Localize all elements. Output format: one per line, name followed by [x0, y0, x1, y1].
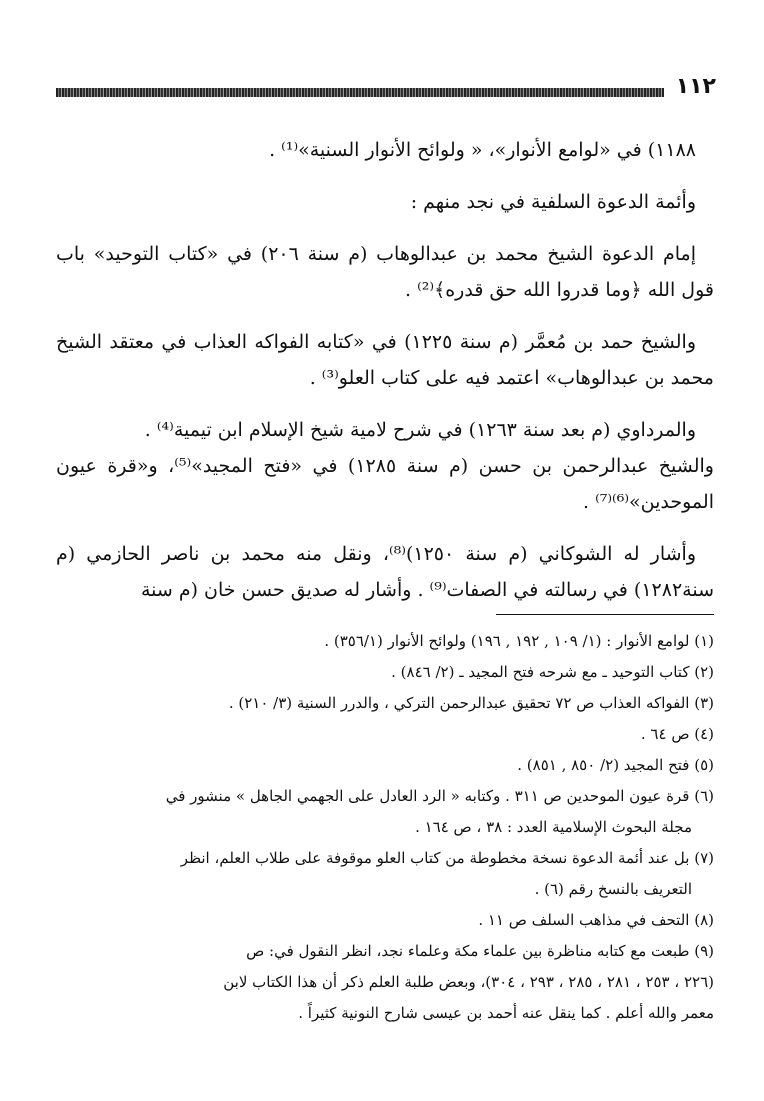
paragraph-2: وأئمة الدعوة السلفية في نجد منهم :	[410, 191, 696, 213]
page-number: ١١٢	[675, 74, 716, 99]
header-rule	[56, 88, 664, 97]
footnote-3: (٣) الفواكه العذاب ص ٧٢ تحقيق عبدالرحمن التركي ، والدرر السنية (٣/ ٢١٠) .	[228, 694, 714, 712]
paragraph-3: إمام الدعوة الشيخ محمد بن عبدالوهاب (م سنة ٢٠٦) في «كتاب التوحيد» باب قول الله ﴿وما قدروا الله حق قدره﴾⁽²⁾ .	[56, 243, 714, 301]
footnote-separator	[496, 614, 714, 615]
footnote-6: (٦) قرة عيون الموحدين ص ٣١١ . وكتابه « الرد العادل على الجهمي الجاهل » منشور في	[165, 787, 714, 805]
footnote-2: (٢) كتاب التوحيد ـ مع شرحه فتح المجيد ـ (٢/ ٨٤٦) .	[391, 663, 714, 681]
footnote-4: (٤) ص ٦٤ .	[640, 725, 714, 743]
footnote-9-continued-2: معمر والله أعلم . كما ينقل عنه أحمد بن عيسى شارح النونية كثيراً .	[298, 1004, 714, 1022]
main-text	[56, 132, 714, 624]
paragraph-6: والشيخ عبدالرحمن بن حسن (م سنة ١٢٨٥) في «فتح المجيد»⁽⁵⁾، و«قرة عيون الموحدين»⁽⁶⁾⁽⁷⁾ .	[56, 455, 714, 513]
footnote-9: (٩) طبعت مع كتابه مناظرة بين علماء مكة وعلماء نجد، انظر النقول في: ص	[246, 942, 714, 960]
footnotes	[56, 626, 714, 1029]
paragraph-7: وأشار له الشوكاني (م سنة ١٢٥٠)⁽⁸⁾، ونقل منه محمد بن ناصر الحازمي (م سنة١٢٨٢) في رسالته في الصفات⁽⁹⁾ . وأشار له صديق حسن خان (م سنة	[56, 543, 714, 601]
paragraph-4: والشيخ حمد بن مُعمَّر (م سنة ١٢٢٥) في «كتابه الفواكه العذاب في معتقد الشيخ محمد بن عبدالوهاب» اعتمد فيه على كتاب العلو⁽³⁾ .	[56, 331, 714, 389]
footnote-9-continued: (٢٢٦ ، ٢٥٣ ، ٢٨١ ، ٢٨٥ ، ٢٩٣ ، ٣٠٤)، وبعض طلبة العلم ذكر أن هذا الكتاب لابن	[223, 973, 714, 991]
footnote-7: (٧) بل عند أئمة الدعوة نسخة مخطوطة من كتاب العلو موقوفة على طلاب العلم، انظر	[180, 849, 714, 867]
footnote-7-continued: التعريف بالنسخ رقم (٦) .	[534, 880, 692, 898]
footnote-8: (٨) التحف في مذاهب السلف ص ١١ .	[478, 911, 714, 929]
paragraph-1: ١١٨٨) في «لوامع الأنوار»، « ولوائح الأنوار السنية»⁽¹⁾ .	[269, 139, 696, 161]
footnote-1: (١) لوامع الأنوار : (١/ ١٠٩ , ١٩٢ , ١٩٦) ولوائح الأنوار (٣٥٦/١) .	[324, 632, 714, 650]
footnote-5: (٥) فتح المجيد (٢/ ٨٥٠ , ٨٥١) .	[517, 756, 714, 774]
paragraph-5: والمرداوي (م بعد سنة ١٢٦٣) في شرح لامية شيخ الإسلام ابن تيمية⁽⁴⁾ .	[144, 419, 696, 441]
page-header	[56, 70, 716, 106]
footnote-6-continued: مجلة البحوث الإسلامية العدد : ٣٨ ، ص ١٦٤ .	[415, 818, 692, 836]
